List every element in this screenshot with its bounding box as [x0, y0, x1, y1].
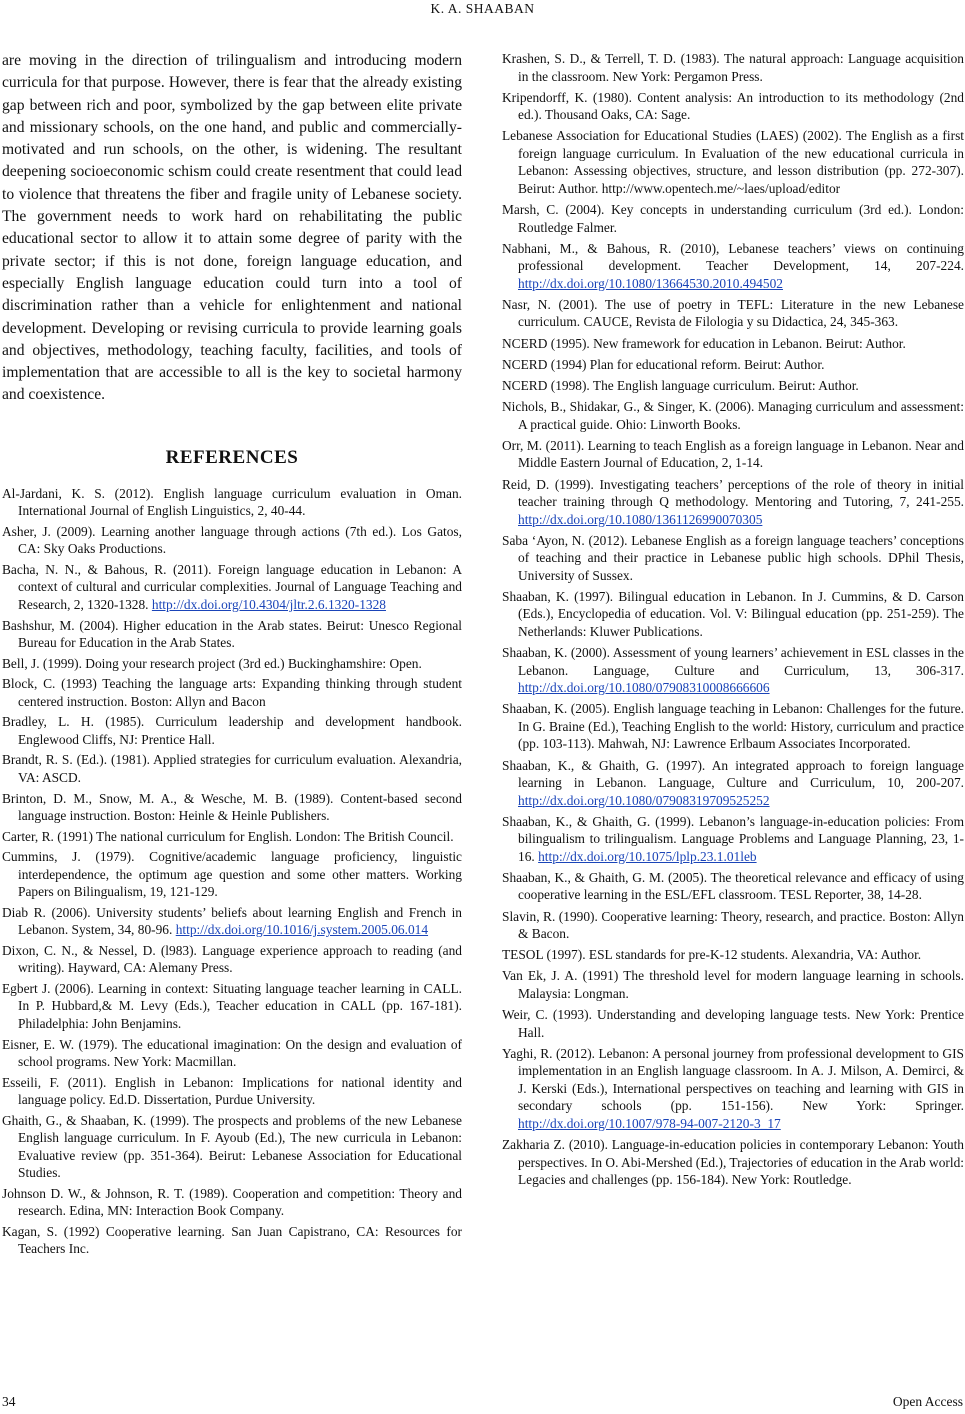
reference-entry: [502, 700, 964, 753]
reference-text: Shaaban, K., & Ghaith, G. (1997). An integrated approach to foreign language learning in Lebanon. Language, Culture and Curriculum, 10, 200-207.: [502, 757, 964, 790]
reference-entry: [502, 398, 964, 433]
reference-text: Krashen, S. D., & Terrell, T. D. (1983). The natural approach: Language acquisition in the classroom. New York: Pergamon Press.: [502, 51, 964, 84]
reference-text: Lebanese Association for Educational Studies (LAES) (2002). The English as a first foreign language curriculum. In Evaluation of the new educational curricula in Lebanon: Assessing objectives, structure, and lesson distribution (pp. 272-307). Beirut: Author. http://www.opentech.me/~laes/upload/editor: [502, 128, 964, 196]
reference-text: Orr, M. (2011). Learning to teach English as a foreign language in Lebanon. Near and Middle Eastern Journal of Education, 2, 1-14.: [502, 437, 964, 471]
reference-entry: [2, 561, 462, 614]
reference-entry: [502, 757, 964, 810]
reference-text: Esseili, F. (2011). English in Lebanon: Implications for national identity and language policy. Ed.D. Dissertation, Purdue University.: [2, 1074, 462, 1108]
reference-text: Shaaban, K. (2005). English language teaching in Lebanon: Challenges for the future. In G. Braine (Ed.), Teaching English to the world: History, curriculum and practice (pp. 103-113). Mahwah, NJ: Lawrence Erlbaum Associates Incorporated.: [502, 701, 964, 752]
reference-list-right: [502, 50, 964, 1189]
reference-text: Saba ‘Ayon, N. (2012). Lebanese English as a foreign language teachers’ conceptions of teaching and their practice in Lebanese public high schools. DPhil Thesis, University of Sussex.: [502, 532, 964, 583]
reference-entry: [502, 1045, 964, 1133]
reference-entry: [502, 1006, 964, 1041]
doi-link[interactable]: http://dx.doi.org/10.1080/13664530.2010.494502: [518, 275, 783, 291]
reference-text: Brandt, R. S. (Ed.). (1981). Applied strategies for curriculum evaluation. Alexandria, VA: ASCD.: [2, 752, 462, 785]
reference-entry: [2, 485, 462, 520]
reference-text: Shaaban, K., & Ghaith, G. M. (2005). The theoretical relevance and efficacy of using cooperative learning in the ESL/EFL classroom. TESL Reporter, 38, 14-28.: [502, 869, 964, 903]
reference-text: Al-Jardani, K. S. (2012). English language curriculum evaluation in Oman. International Journal of English Linguistics, 2, 40-44.: [2, 485, 462, 519]
page-number: 34: [2, 1394, 16, 1409]
reference-text: Nabhani, M., & Bahous, R. (2010), Lebanese teachers’ views on continuing professional development. Teacher Development, 14, 207-224.: [502, 240, 964, 274]
reference-entry: [502, 50, 964, 85]
reference-text: Bacha, N. N., & Bahous, R. (2011). Foreign language education in Lebanon: A context of cultural and curricular complexities. Journal of Language Teaching and Research, 2, 1320-1328.: [2, 561, 462, 612]
reference-text: Shaaban, K. (1997). Bilingual education in Lebanon. In J. Cummins, & D. Carson (Eds.), Encyclopedia of education. Vol. V: Bilingual education (pp. 251-259). The Netherlands: Kluwer Publications.: [502, 588, 964, 639]
publisher-label: Open Access: [892, 1394, 963, 1409]
reference-text: Asher, J. (2009). Learning another language through actions (7th ed.). Los Gatos, CA: Sky Oaks Productions.: [2, 523, 462, 557]
reference-text: Brinton, D. M., Snow, M. A., & Wesche, M. B. (1989). Content-based second language instruction. Boston: Heinle & Heinle Publishers.: [2, 790, 462, 823]
reference-entry: [2, 828, 462, 846]
doi-link[interactable]: http://dx.doi.org/10.1080/1361126990070305: [518, 511, 763, 527]
reference-text: Carter, R. (1991) The national curriculum for English. London: The British Council.: [2, 828, 454, 844]
reference-text: Nasr, N. (2001). The use of poetry in TEFL: Literature in the new Lebanese curriculum. CAUCE, Revista de Filologia y su Didactica, 24, 345-363.: [502, 296, 964, 330]
reference-text: Egbert J. (2006). Learning in context: Situating language teacher learning in CALL. In P. Hubbard,& M. Levy (Eds.), Teacher education in CALL (pp. 167-181). Philadelphia: John Benjamins.: [2, 980, 462, 1031]
reference-text: Shaaban, K., & Ghaith, G. (1999). Lebanon’s language-in-education policies: From bilingualism to trilingualism. Language Problems and Language Planning, 23, 1-16.: [502, 813, 964, 864]
reference-entry: [2, 790, 462, 825]
reference-entry: [502, 946, 964, 964]
reference-text: Cummins, J. (1979). Cognitive/academic language proficiency, linguistic interdependence, the optimum age question and some other matters. Working Papers on Bilingualism, 19, 121-129.: [2, 849, 462, 900]
reference-entry: [502, 476, 964, 529]
reference-entry: [502, 644, 964, 697]
reference-entry: [502, 89, 964, 124]
doi-link[interactable]: http://dx.doi.org/10.1016/j.system.2005.06.014: [175, 922, 429, 938]
reference-entry: [502, 127, 964, 197]
reference-entry: [2, 1112, 462, 1182]
reference-entry: [502, 356, 964, 374]
reference-text: Zakharia Z. (2010). Language-in-education policies in contemporary Lebanon: Youth perspectives. In O. Abi-Mershed (Ed.), Trajectories of education in the Arab world: Legacies and challenges (pp. 156-184). New York: Routledge.: [502, 1137, 964, 1187]
reference-entry: [2, 617, 462, 652]
reference-text: Bashshur, M. (2004). Higher education in the Arab states. Beirut: Unesco Regional Bureau for Education in the Arab States.: [2, 617, 462, 651]
reference-text: Van Ek, J. A. (1991) The threshold level for modern language learning in schools. Malaysia: Longman.: [502, 968, 964, 1001]
reference-entry: [2, 904, 462, 939]
reference-text: Kagan, S. (1992) Cooperative learning. San Juan Capistrano, CA: Resources for Teachers Inc.: [2, 1223, 462, 1257]
reference-entry: [2, 1074, 462, 1109]
reference-text: Yaghi, R. (2012). Lebanon: A personal journey from professional development to GIS implementation in an English language classroom. In A. J. Milson, A. Demirci, & J. Kerski (Eds.), International perspectives on teaching and learning with GIS in secondary schools (pp. 151-156). New York: Springer.: [502, 1045, 964, 1114]
reference-text: NCERD (1995). New framework for education in Lebanon. Beirut: Author.: [502, 335, 906, 351]
reference-text: NCERD (1994) Plan for educational reform. Beirut: Author.: [502, 356, 825, 372]
reference-text: Shaaban, K. (2000). Assessment of young learners’ achievement in ESL classes in the Lebanon. Language, Culture and Curriculum, 13, 306-317.: [502, 645, 964, 678]
reference-entry: [2, 751, 462, 786]
reference-text: Weir, C. (1993). Understanding and developing language tests. New York: Prentice Hall.: [502, 1007, 964, 1040]
reference-entry: [502, 240, 964, 293]
reference-text: Block, C. (1993) Teaching the language arts: Expanding thinking through student centered instruction. Boston: Allyn and Bacon: [2, 676, 462, 709]
reference-entry: [2, 1036, 462, 1071]
reference-entry: [2, 713, 462, 748]
doi-link[interactable]: http://dx.doi.org/10.1080/07908310008666606: [518, 680, 770, 696]
reference-text: Kripendorff, K. (1980). Content analysis: An introduction to its methodology (2nd ed.). Thousand Oaks, CA: Sage.: [502, 89, 964, 123]
reference-entry: [2, 523, 462, 558]
reference-entry: [2, 655, 462, 673]
reference-entry: [2, 675, 462, 710]
reference-entry: [2, 980, 462, 1033]
running-head: K. A. SHAABAN: [430, 1, 535, 16]
reference-list-left: [2, 485, 462, 1258]
reference-text: Bradley, L. H. (1985). Curriculum leadership and development handbook. Englewood Cliffs, NJ: Prentice Hall.: [2, 714, 462, 747]
reference-entry: [502, 967, 964, 1002]
doi-link[interactable]: http://dx.doi.org/10.1080/07908319709525252: [518, 792, 770, 808]
reference-entry: [502, 1136, 964, 1189]
reference-text: Diab R. (2006). University students’ beliefs about learning English and French in Lebanon. System, 34, 80-96.: [2, 904, 462, 938]
reference-text: TESOL (1997). ESL standards for pre-K-12 students. Alexandria, VA: Author.: [502, 947, 922, 963]
reference-text: Bell, J. (1999). Doing your research project (3rd ed.) Buckinghamshire: Open.: [2, 655, 422, 671]
left-column: [2, 50, 462, 1261]
doi-link[interactable]: http://dx.doi.org/10.4304/jltr.2.6.1320-1328: [151, 596, 386, 612]
reference-entry: [502, 813, 964, 866]
right-column: [502, 50, 964, 1192]
body-paragraph: are moving in the direction of trilingualism and introducing modern curricula for that purpose. However, there is fear that the already existing gap between rich and poor, symbolized by the gap between elite private and missionary schools, on the one hand, and public and commercially-motivated and run schools, on the other, is widening. The resultant deepening socioeconomic schism could create resentment that could lead to violence that threatens the fiber and fragile unity of Lebanese society. The government needs to work hard on rehabilitating the public educational sector to allow it to attain some degree of parity with the private sector; if this is not done, foreign language education, and especially English language education could turn into a tool of discrimination rather than a vehicle for enlightenment and national development. Developing or revising curricula to provide learning goals and objectives, methodology, teaching faculty, facilities, and tools of implementation that are accessible to all is the key to societal harmony and coexistence.: [2, 52, 462, 404]
reference-text: Marsh, C. (2004). Key concepts in understanding curriculum (3rd ed.). London: Routledge Falmer.: [502, 202, 964, 235]
reference-entry: [502, 908, 964, 943]
reference-text: Nichols, B., Shidakar, G., & Singer, K. (2006). Managing curriculum and assessment: A practical guide. Ohio: Linworth Books.: [502, 399, 964, 432]
reference-entry: [502, 296, 964, 331]
reference-entry: [502, 335, 964, 353]
reference-text: Ghaith, G., & Shaaban, K. (1999). The prospects and problems of the new Lebanese English language curriculum. In F. Ayoub (Ed.), The new curricula in Lebanon: Evaluative review (pp. 351-364). Beirut: Lebanese Association for Educational Studies.: [2, 1112, 462, 1181]
reference-entry: [502, 532, 964, 585]
reference-entry: [502, 377, 964, 395]
reference-entry: [502, 437, 964, 472]
reference-text: Johnson D. W., & Johnson, R. T. (1989). Cooperation and competition: Theory and research. Edina, MN: Interaction Book Company.: [2, 1185, 462, 1219]
reference-text: Slavin, R. (1990). Cooperative learning: Theory, research, and practice. Boston: Allyn & Bacon.: [502, 908, 964, 942]
reference-entry: [2, 1185, 462, 1220]
reference-text: Dixon, C. N., & Nessel, D. (l983). Language experience approach to reading (and writing). Hayward, CA: Alemany Press.: [2, 942, 462, 976]
references-heading: REFERENCES: [165, 446, 299, 468]
doi-link[interactable]: http://dx.doi.org/10.1075/lplp.23.1.01leb: [538, 848, 757, 864]
reference-text: Eisner, E. W. (1979). The educational imagination: On the design and evaluation of school programs. New York: Macmillan.: [2, 1036, 462, 1070]
reference-text: Reid, D. (1999). Investigating teachers’ perceptions of the role of theory in initial teacher training through Q methodology. Mentoring and Tutoring, 7, 241-255.: [502, 476, 964, 510]
reference-entry: [502, 588, 964, 641]
reference-entry: [502, 869, 964, 904]
reference-entry: [502, 201, 964, 236]
reference-entry: [2, 848, 462, 901]
reference-text: NCERD (1998). The English language curriculum. Beirut: Author.: [502, 378, 859, 393]
reference-entry: [2, 1223, 462, 1258]
doi-link[interactable]: http://dx.doi.org/10.1007/978-94-007-2120-3_17: [518, 1115, 781, 1131]
reference-entry: [2, 942, 462, 977]
